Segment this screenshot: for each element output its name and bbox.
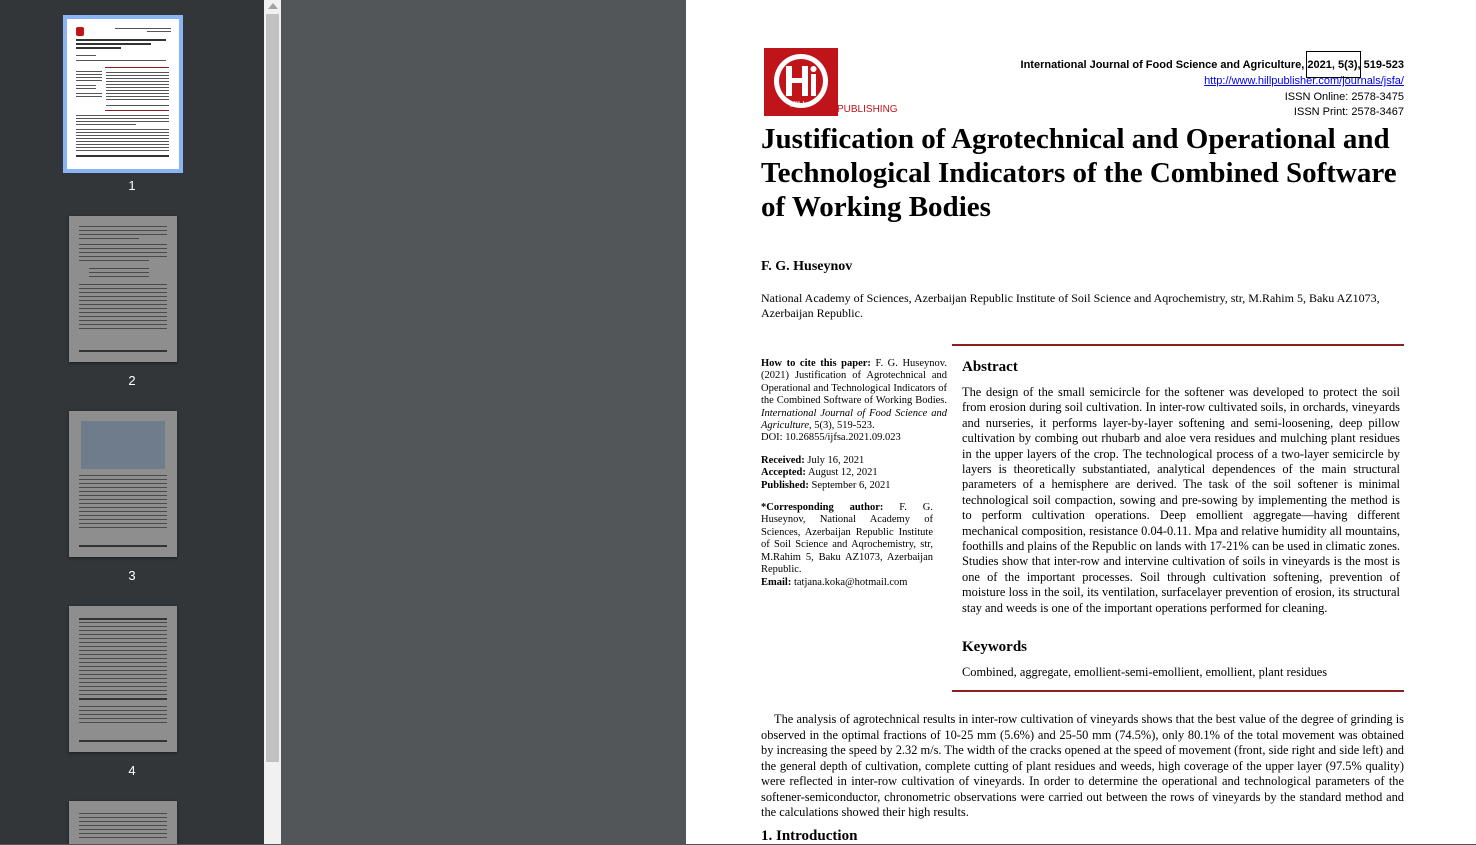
thumbnail-figure — [81, 421, 165, 469]
abstract-bottom-rule — [952, 690, 1404, 692]
abstract-text: The design of the small semicircle for the softener was developed to protect the soil from erosion during soil cultivation. In inter-row cultivated soils, in orchards, vineyards and nurseries, it performs layer-by-layer softening and semi-loosening, deep pillow cultivation by combing out rhubarb and aloe vera residues and mulching plant residues in the upper layers of the crop. The technological process of a two-layer semicircle by layers is theoretically substantiated, analytical dependences of the main structural parameters of a hemisphere are derived. The task of the soil softener is minimal technological soil compaction, sowing and pre-sowing by implementing the method is to perform cultivation operations. Deep emollient aggregate—having different mechanical composition, resistance 0.04-0.11. Mpa and relative humidity all mountains, foothills and plains of the Republic on lands with 17-21% can be used in climatic zones. Studies show that inter-row and intervine cultivation of soils in vineyards is the most is one of the important processes. Soil through cultivation softening, prevention of moisture loss in the soil, its ventilation, surfacelayer prevention of erosion, its structural stay and weeds is one of the important operations performed for cleaning. — [962, 385, 1400, 615]
sidebar-scrollbar-thumb[interactable] — [266, 14, 279, 762]
body-paragraph: The analysis of agrotechnical results in inter-row cultivation of vineyards shows that the best value of the degree of grinding is observed in the optimal fractions of 10-25 mm (5.6%) and 25-50 mm (74.5%), only 80.1% of the total movement was obtained by increasing the speed by 2.32 m/s. The width of the cracks opened at the speed of movement (front, side right and side left) and the general depth of cultivation, complete cutting of plant residues and weeds, high coverage of the upper layer (97.5% quality) were reflected in inter-row cultivation of vineyards. In order to determine the operational and technological parameters of the softener-semiconductor, chronometric observations were carried out between the rows of vineyards by the standard method and the calculations showed their high results. — [761, 712, 1404, 819]
email-label: Email: — [761, 576, 792, 588]
accepted-date: August 12, 2021 — [805, 467, 878, 479]
logo-publishing-text: PUBLISHING — [837, 104, 898, 115]
corresponding-author — [761, 502, 933, 589]
cite-text: F. G. Huseynov. (2021) Justification of Agrotechnical and Operational and Technological Indicators of the Combined Software of Working Bodies. — [761, 358, 947, 407]
journal-url-link[interactable]: http://www.hillpublisher.com/journals/jsfa/ — [1204, 75, 1404, 87]
author-affiliation: National Academy of Sciences, Azerbaijan Republic Institute of Soil Science and Aqrochemistry, str, M.Rahim 5, Baku AZ1073, Azerbaijan Republic. — [761, 291, 1380, 320]
received-date: July 16, 2021 — [804, 454, 865, 466]
corresponding-label: *Corresponding author: — [761, 502, 884, 514]
published-label: Published: — [761, 479, 809, 491]
thumbnail-page-4[interactable] — [69, 606, 177, 752]
highlight-box — [1306, 51, 1361, 78]
received-label: Received: — [761, 454, 805, 466]
keywords-heading: Keywords — [962, 639, 1027, 655]
paper-author: F. G. Huseynov — [761, 259, 853, 274]
how-to-cite — [761, 358, 947, 445]
thumbnail-page-number: 1 — [128, 178, 136, 193]
keywords-text: Combined, aggregate, emollient-semi-emollient, emollient, plant residues — [962, 665, 1328, 679]
thumbnail-page-5[interactable] — [69, 801, 177, 844]
thumbnail-page-number: 2 — [128, 373, 136, 388]
thumbnail-page-1[interactable] — [67, 19, 179, 169]
section-heading: 1. Introduction — [761, 828, 858, 844]
abstract-top-rule — [952, 344, 1404, 346]
email-address: tatjana.koka@hotmail.com — [791, 576, 908, 588]
journal-citation: International Journal of Food Science and Agriculture, 2021, 5(3), 519-523 — [1020, 59, 1404, 71]
thumbnail-page-number: 3 — [128, 568, 136, 583]
thumbnail-page-2[interactable] — [69, 216, 177, 362]
cite-doi: DOI: 10.26855/ijfsa.2021.09.023 — [761, 432, 901, 444]
cite-volume: , 5(3), 519-523. — [809, 420, 875, 432]
abstract-heading: Abstract — [962, 359, 1018, 375]
scroll-up-arrow-icon[interactable] — [268, 3, 278, 9]
accepted-label: Accepted: — [761, 467, 806, 479]
thumbnail-page-3[interactable] — [69, 411, 177, 557]
cite-journal: International Journal of Food Science and Agriculture — [761, 407, 947, 432]
pdf-page — [686, 0, 1476, 844]
issn-online: ISSN Online: 2578-3475 — [1284, 91, 1404, 103]
paper-dates — [761, 455, 947, 492]
published-date: September 6, 2021 — [808, 479, 891, 491]
thumb-logo — [76, 27, 84, 36]
cite-label: How to cite this paper: — [761, 358, 871, 369]
thumbnail-sidebar — [0, 0, 264, 844]
corresponding-text: F. G. Huseynov, National Academy of Sciences, Azerbaijan Republic Institute of Soil Science and Aqrochemistry, str, M.Rahim 5, Baku AZ1073, Azerbaijan Republic. — [761, 502, 933, 576]
paper-title: Justification of Agrotechnical and Operational and Technological Indicators of the Combined Software of Working Bodies — [761, 123, 1397, 223]
logo-hill-text: HILL — [790, 100, 807, 109]
paper-info-column — [761, 358, 947, 599]
thumbnail-page-number: 4 — [128, 763, 136, 778]
issn-print: ISSN Print: 2578-3467 — [1293, 106, 1404, 118]
